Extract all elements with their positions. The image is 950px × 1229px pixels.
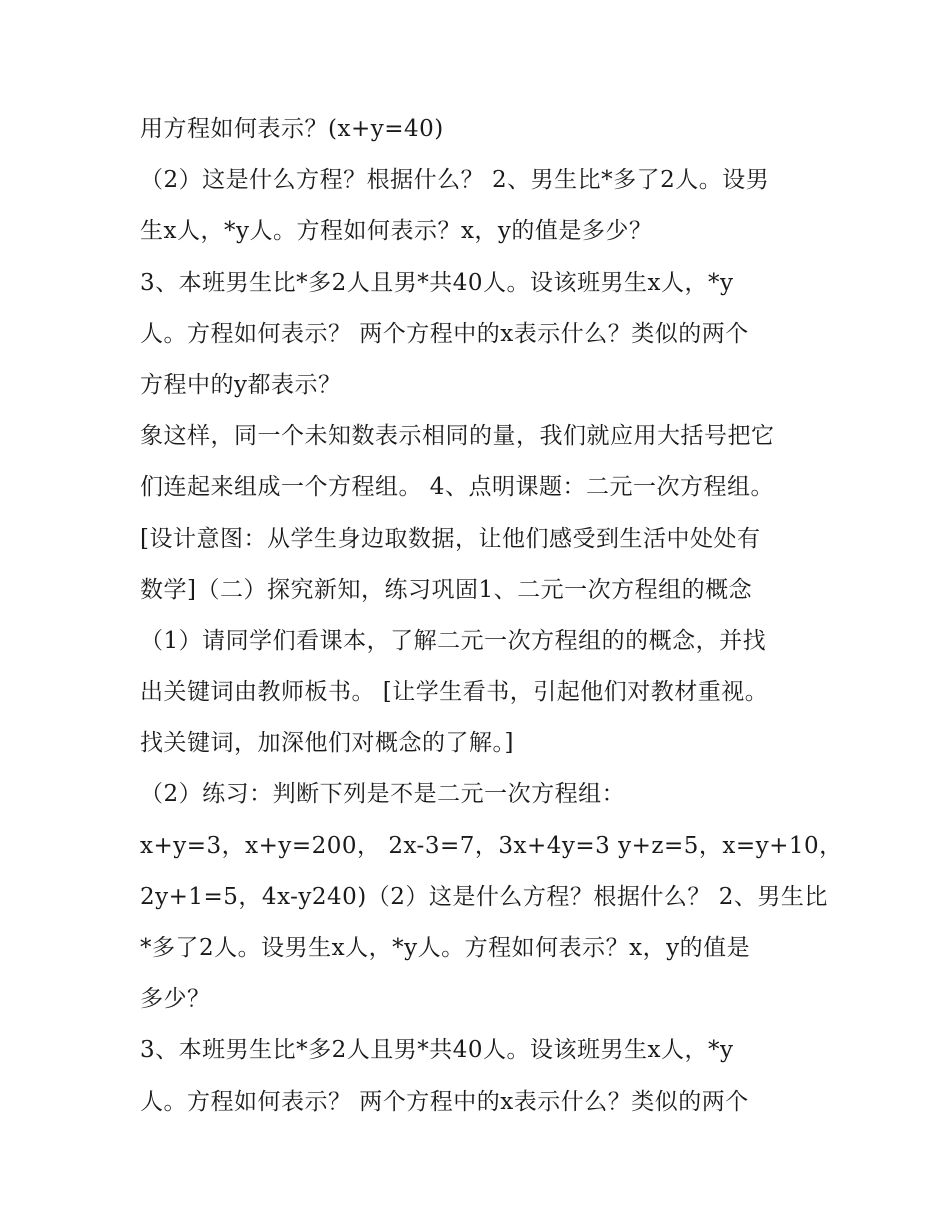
document-body — [140, 104, 843, 1128]
text-line: 出关键词由教师板书。 [让学生看书，引起他们对教材重视。 — [140, 679, 769, 706]
text-line: （2）练习：判断下列是不是二元一次方程组： — [140, 781, 626, 808]
text-line: 方程中的y都表示？ — [140, 371, 342, 398]
text-line: 找关键词，加深他们对概念的了解。] — [140, 730, 514, 757]
text-line: 人。方程如何表示？ 两个方程中的x表示什么？类似的两个 — [140, 320, 749, 347]
text-line: 2y+1=5，4x-y240)（2）这是什么方程？根据什么？ 2、男生比 — [140, 883, 828, 910]
text-line: （1）请同学们看课本，了解二元一次方程组的的概念，并找 — [140, 627, 767, 654]
text-line: 人。方程如何表示？ 两个方程中的x表示什么？类似的两个 — [140, 1088, 749, 1115]
text-line: （2）这是什么方程？根据什么？ 2、男生比*多了2人。设男 — [140, 167, 770, 194]
text-line: *多了2人。设男生x人，*y人。方程如何表示？x，y的值是 — [140, 935, 751, 961]
text-line: x+y=3，x+y=200， 2x-3=7，3x+4y=3 y+z=5，x=y+10， — [140, 832, 843, 859]
text-line: 数学]（二）探究新知，练习巩固1、二元一次方程组的概念 — [140, 576, 753, 603]
text-line: 多少？ — [140, 986, 211, 1013]
text-line: 象这样，同一个未知数表示相同的量，我们就应用大括号把它 — [140, 423, 775, 450]
text-line: [设计意图：从学生身边取数据，让他们感受到生活中处处有 — [140, 525, 761, 552]
text-line: 3、本班男生比*多2人且男*共40人。设该班男生x人，*y — [140, 1037, 734, 1064]
text-line: 用方程如何表示？(x+y=40) — [140, 116, 444, 142]
text-line: 生x人，*y人。方程如何表示？x，y的值是多少？ — [140, 218, 653, 245]
text-line: 3、本班男生比*多2人且男*共40人。设该班男生x人，*y — [140, 269, 734, 296]
text-line: 们连起来组成一个方程组。 4、点明课题：二元一次方程组。 — [140, 474, 774, 501]
